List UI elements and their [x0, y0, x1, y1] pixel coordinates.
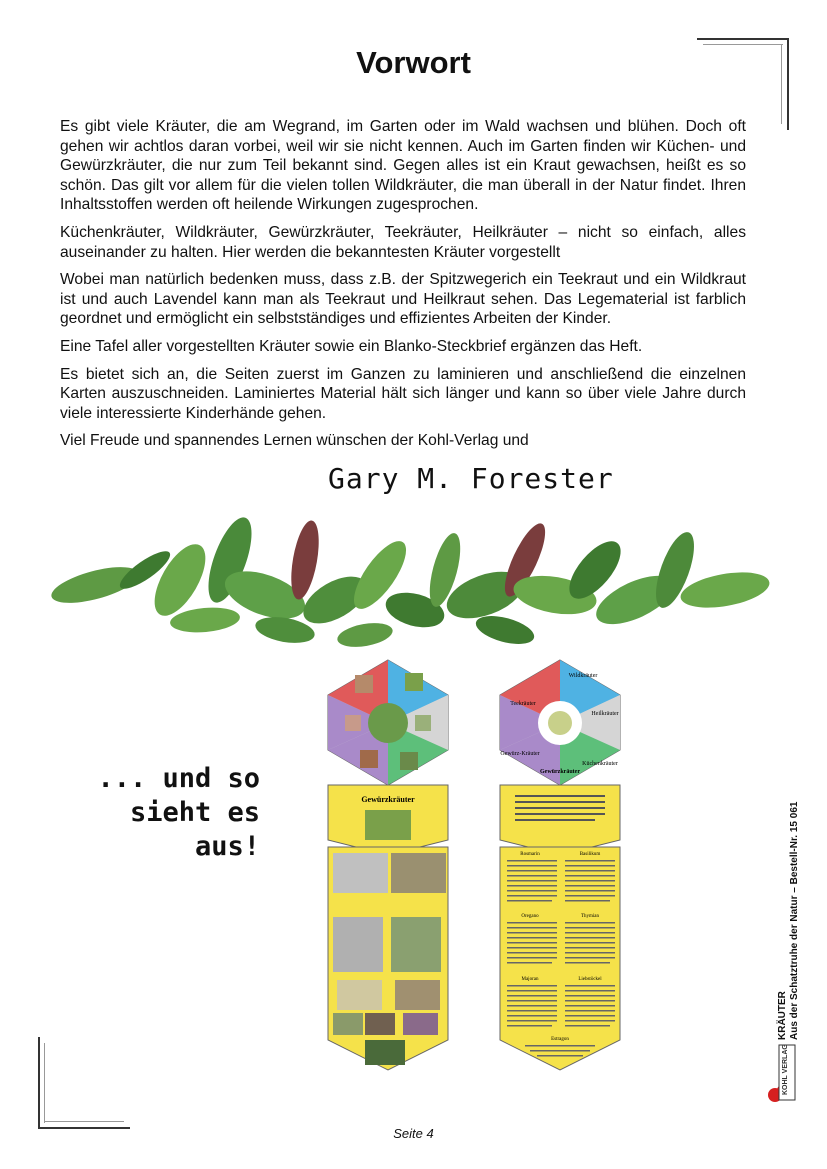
left-card-label: Gewürzkräuter	[361, 795, 415, 804]
order-number: Bestell-Nr. 15 061	[789, 801, 800, 885]
paragraph: Wobei man natürlich bedenken muss, dass z.B. der Spitzwegerich ein Teekraut und ein Wildkraut ist und auch Lavendel kann man als Teekraut und Heilkraut sehen. Das Legematerial ist farblich geordnet und ermöglicht ein selbstständiges und effizientes Arbeiten der Kinder.	[60, 271, 746, 328]
sidebar-info	[769, 770, 809, 1040]
paragraph: Viel Freude und spannendes Lernen wünschen der Kohl-Verlag und	[60, 432, 529, 450]
publisher-name: KOHL VERLAG	[782, 1044, 789, 1095]
section-label: Liebstöckel	[578, 977, 602, 982]
paragraph: Küchenkräuter, Wildkräuter, Gewürzkräuter, Teekräuter, Heilkräuter – nicht so einfach, alles auseinander zu halten. Hier werden die bekanntesten Kräuter vorgestellt	[60, 223, 746, 261]
hex-label: Gewürz-Kräuter	[500, 751, 540, 757]
sidebar-subtitle: Aus der Schatztruhe der Natur	[789, 895, 800, 1040]
tagline	[80, 762, 260, 864]
page-title: Vorwort	[356, 45, 471, 80]
herbs-illustration	[35, 500, 780, 660]
page-number: Seite 4	[393, 1126, 434, 1141]
section-label: Basilikum	[579, 852, 601, 857]
author-signature: Gary M. Forester	[328, 462, 614, 495]
paragraph: Eine Tafel aller vorgestellten Kräuter sowie ein Blanko-Steckbrief ergänzen das Heft.	[60, 337, 643, 355]
sidebar-title: KRÄUTER	[777, 991, 788, 1040]
tagline-line: sieht es aus!	[129, 797, 260, 862]
hex-label: Wildkräuter	[568, 673, 598, 679]
left-card	[328, 660, 448, 1070]
hex-label: Küchenkräuter	[582, 761, 618, 767]
section-label: Thymian	[580, 914, 600, 919]
foreword-text	[60, 117, 746, 459]
paragraph: Es bietet sich an, die Seiten zuerst im Ganzen zu laminieren und anschließend die einzelnen Karten auszuschneiden. Laminiertes Material hält sich länger und kann so über viele Jahre durch viele interessierte Kinderhände gehen.	[60, 365, 746, 422]
card-preview	[315, 655, 660, 1077]
tagline-line: ... und so	[97, 763, 260, 794]
hex-label: Heilkräuter	[591, 711, 619, 717]
corner-frame-bottom-left	[38, 1037, 40, 1129]
corner-frame-bottom-left	[44, 1043, 45, 1123]
hex-label: Teekräuter	[510, 701, 536, 707]
corner-frame-bottom-left	[44, 1121, 124, 1122]
publisher-logo	[765, 1040, 805, 1110]
right-card-label: Gewürzkräuter	[540, 769, 580, 775]
section-label: Estragon	[551, 1037, 569, 1042]
paragraph: Es gibt viele Kräuter, die am Wegrand, im Garten oder im Wald wachsen und blühen. Doch oft gehen wir achtlos daran vorbei, weil wir sie nicht kennen. Auch im Garten finden wir Küchen- und Gewürzkräuter, die nur zum Teil bekannt sind. Gegen alles ist ein Kraut gewachsen, heißt es so schön. Das gilt vor allem für die vielen tollen Wildkräuter, die man überall in der Natur findet. Ihren Inhaltsstoffen werden oft heilende Wirkungen zugesprochen.	[60, 118, 746, 214]
corner-frame-top-right	[697, 38, 789, 40]
section-label: Rosmarin	[520, 852, 540, 857]
sidebar-line	[777, 770, 788, 1040]
section-label: Oregano	[521, 914, 539, 919]
section-label: Majoran	[521, 977, 539, 982]
right-card	[500, 660, 620, 1070]
sidebar-line: Aus der Schatztruhe der Natur – Bestell-Nr. 15 061	[789, 801, 800, 1040]
